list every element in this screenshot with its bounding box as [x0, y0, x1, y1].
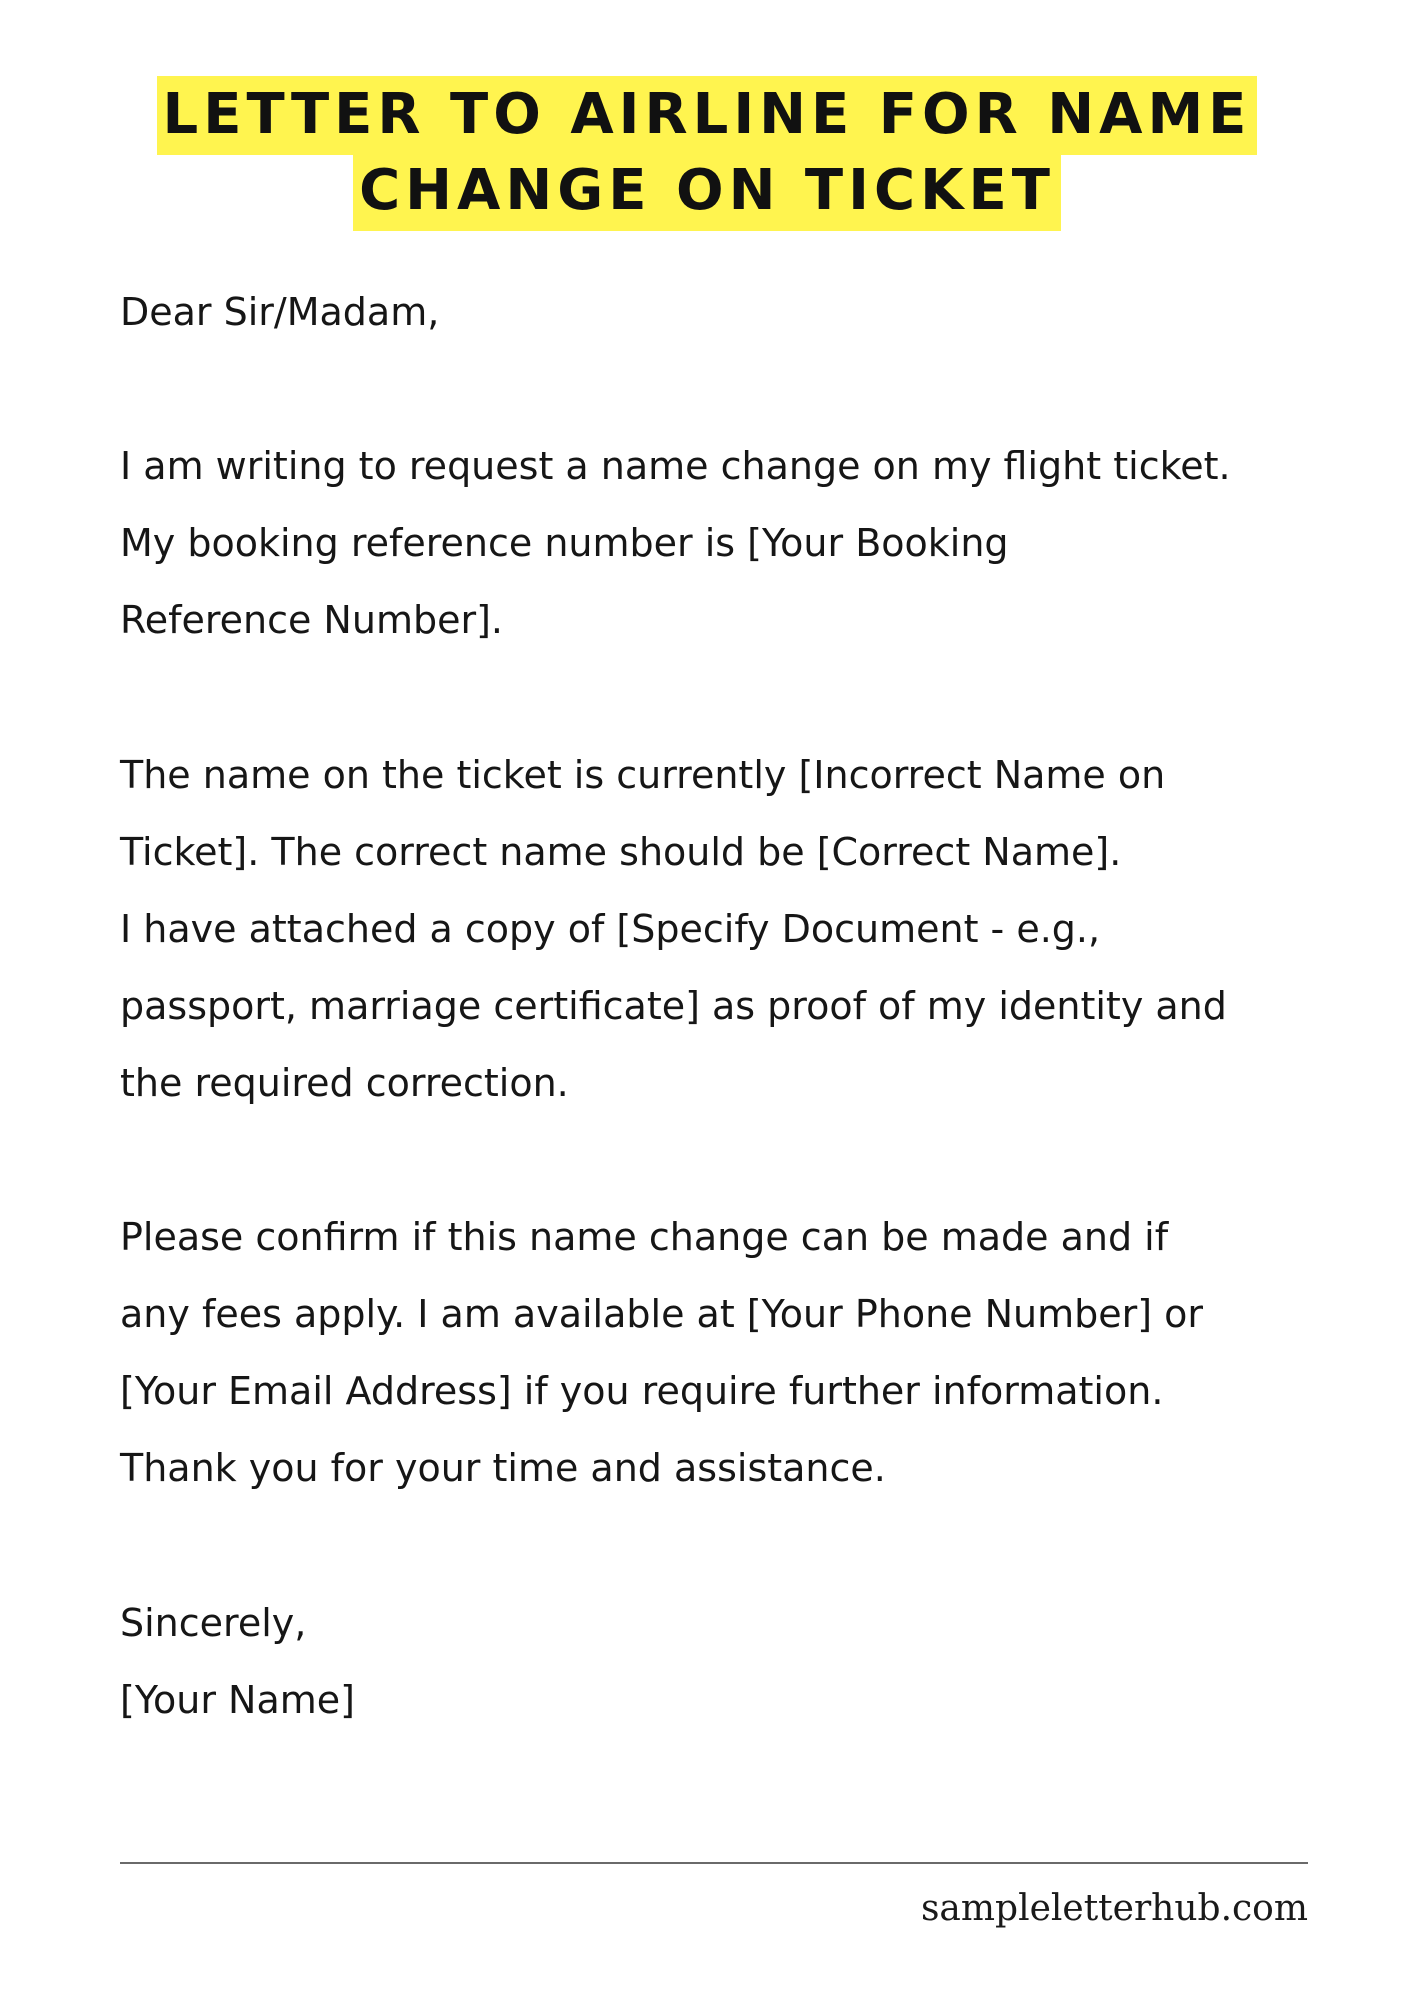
sign-off	[120, 1585, 1370, 1739]
paragraph-2-line: the required correction.	[120, 1061, 569, 1105]
paragraph-1-line: Reference Number].	[120, 598, 503, 642]
letter-title-line-2	[0, 158, 1414, 223]
paragraph-1-line: My booking reference number is [Your Booking	[120, 521, 1009, 565]
letter-title-line-1	[0, 82, 1414, 147]
signature-placeholder: [Your Name]	[120, 1678, 355, 1722]
paragraph-2-line: I have attached a copy of [Specify Document - e.g.,	[120, 907, 1101, 951]
paragraph-2-line: The name on the ticket is currently [Incorrect Name on	[120, 753, 1166, 797]
paragraph-2-line: Ticket]. The correct name should be [Correct Name].	[120, 830, 1122, 874]
salutation	[120, 274, 1370, 351]
paragraph-3-line: Please confirm if this name change can be made and if	[120, 1215, 1169, 1259]
paragraph-2-line: passport, marriage certificate] as proof of my identity and	[120, 984, 1227, 1028]
footer-divider	[120, 1862, 1308, 1864]
paragraph-2	[120, 737, 1370, 1122]
salutation-text: Dear Sir/Madam,	[120, 290, 440, 334]
paragraph-3	[120, 1199, 1370, 1507]
title-highlight-1: LETTER TO AIRLINE FOR NAME	[157, 76, 1258, 155]
paragraph-1	[120, 428, 1370, 659]
closing-text: Sincerely,	[120, 1601, 307, 1645]
footer-site-name: sampleletterhub.com	[920, 1888, 1308, 1929]
paragraph-3-line: Thank you for your time and assistance.	[120, 1446, 886, 1490]
paragraph-1-line: I am writing to request a name change on my flight ticket.	[120, 444, 1231, 488]
paragraph-3-line: [Your Email Address] if you require further information.	[120, 1369, 1164, 1413]
title-highlight-2: CHANGE ON TICKET	[353, 152, 1061, 231]
paragraph-3-line: any fees apply. I am available at [Your Phone Number] or	[120, 1292, 1204, 1336]
